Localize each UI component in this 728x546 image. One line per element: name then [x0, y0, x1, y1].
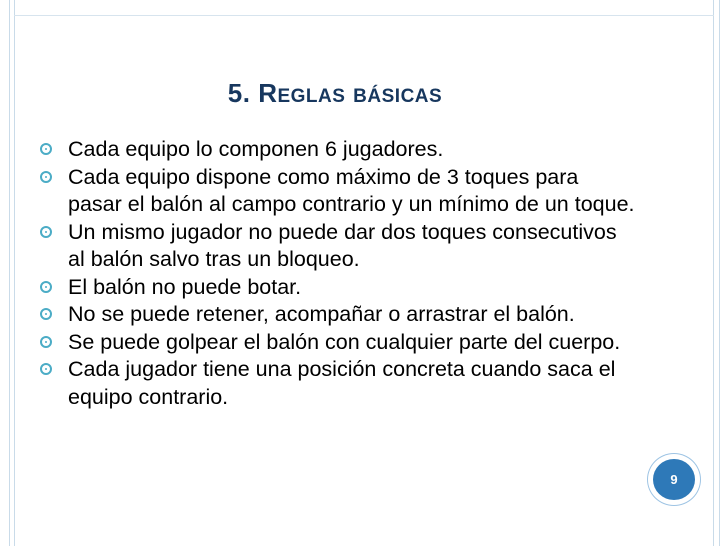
- list-item: [38, 274, 638, 302]
- list-item: [38, 136, 638, 164]
- list-item-text: Un mismo jugador no puede dar dos toques consecutivos al balón salvo tras un bloqueo.: [68, 219, 617, 271]
- list-item-text: El balón no puede botar.: [68, 274, 302, 299]
- ring-bullet-icon: [40, 171, 52, 183]
- list-item: [38, 219, 638, 274]
- ring-bullet-icon: [40, 363, 52, 375]
- list-item-text: Cada equipo lo componen 6 jugadores.: [68, 137, 444, 161]
- list-item-text: Cada equipo dispone como máximo de 3 toques para pasar el balón al campo contrario y un mínimo de un toque.: [68, 164, 635, 216]
- title-word2-initial: B: [353, 86, 368, 107]
- frame-line-right-outer: [719, 0, 720, 546]
- frame-line-right-inner: [713, 0, 714, 546]
- title-word1-rest: EGLAS: [277, 86, 346, 107]
- ring-bullet-icon: [40, 308, 52, 320]
- title-number: 5.: [227, 78, 251, 108]
- list-item-text: No se puede retener, acompañar o arrastrar el balón.: [68, 302, 575, 326]
- ring-bullet-icon: [40, 336, 52, 348]
- ring-bullet-icon: [40, 226, 52, 238]
- list-item: [38, 356, 638, 411]
- title-word2-rest: ÁSICAS: [367, 86, 443, 107]
- slide-title: [0, 78, 670, 109]
- list-item: [38, 301, 638, 329]
- list-item: [38, 329, 638, 357]
- rules-list: [38, 136, 638, 411]
- ring-bullet-icon: [40, 143, 52, 155]
- title-word1-initial: R: [258, 78, 278, 108]
- list-item-text: Cada jugador tiene una posición concreta cuando saca el equipo contrario.: [68, 357, 616, 409]
- ring-bullet-icon: [40, 281, 52, 293]
- list-item: [38, 164, 638, 219]
- page-number: 9: [670, 472, 678, 487]
- frame-line-top: [14, 15, 714, 16]
- list-item-text: Se puede golpear el balón con cualquier parte del cuerpo.: [68, 329, 621, 354]
- page-number-badge: [653, 459, 695, 500]
